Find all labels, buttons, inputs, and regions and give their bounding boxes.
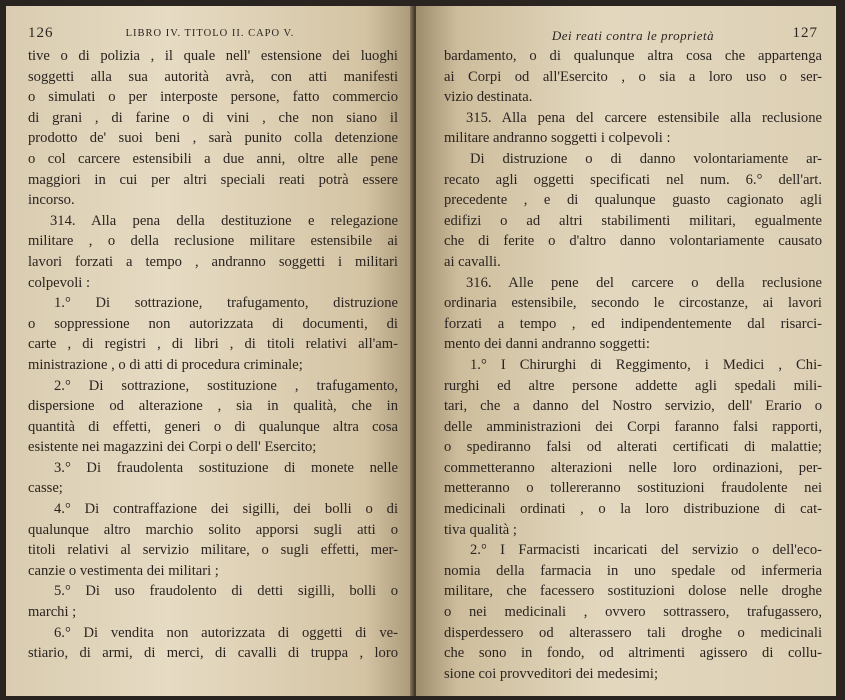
- text-line: ai Corpi od all'Esercito , o sia a loro uso o ser-: [444, 68, 822, 85]
- text-line: dispersione od alterazione , sia in qualità, che in: [28, 398, 398, 415]
- text-line: recato agli oggetti specificati nel num. 6.° dell'art.: [444, 171, 822, 188]
- text-line: metteranno o tollereranno sostituzioni fraudolente nei: [444, 480, 822, 497]
- text-line: 5.° Di uso fraudolento di detti sigilli, bolli o: [54, 583, 398, 600]
- text-line: militare, che facessero sostituzioni dolose nelle droghe: [444, 583, 822, 600]
- text-line: edifizi o ad altri stabilimenti militari, egualmente: [444, 212, 822, 229]
- left-running-head: [6, 25, 414, 41]
- text-line: ai cavalli.: [444, 253, 501, 270]
- left-page: [6, 6, 414, 696]
- text-line: delle amministrazioni dei Corpi faranno falsi rapporti,: [444, 418, 822, 435]
- text-line: o spediranno falsi od alterati certificati di malattie;: [444, 439, 822, 456]
- left-page-number: 126: [28, 25, 54, 41]
- text-line: ordinaria estensibile, secondo le circostanze, ai lavori: [444, 295, 822, 312]
- text-line: militare andranno soggetti i colpevoli :: [444, 130, 671, 147]
- text-line: 4.° Di contraffazione dei sigilli, dei bolli o di: [54, 501, 398, 518]
- text-line: 3.° Di fraudolenta sostituzione di monete nelle: [54, 459, 398, 476]
- text-line: commetteranno alterazioni nelle loro ordinazioni, per-: [444, 459, 822, 476]
- text-line: 316. Alle pene del carcere o della reclusione: [466, 274, 822, 291]
- text-line: quantità di effetti, generi o di qualunque altra cosa: [28, 418, 398, 435]
- text-line: lavori forzati a tempo , andranno soggetti i militari: [28, 253, 398, 270]
- text-line: tive o di polizia , il quale nell' estensione dei luoghi: [28, 48, 398, 64]
- left-running-title: LIBRO IV. TITOLO II. CAPO V.: [125, 28, 295, 39]
- text-line: o soppressione non autorizzata di documenti, di: [28, 315, 398, 332]
- text-line: che di ferite o d'altro danno volontariamente causato: [444, 233, 822, 250]
- text-line: sione coi provveditori dei medesimi;: [444, 665, 658, 682]
- text-line: colpevoli :: [28, 274, 91, 291]
- text-line: medicinali ordinati , o la loro distribuzione di cat-: [444, 501, 822, 518]
- text-line: o simulati o per interposte persone, fatto commercio: [28, 89, 398, 106]
- text-line: maggiori in cui per altri speciali reati potrà essere: [28, 171, 398, 188]
- text-line: di grani , di farine o di vini , che non siano il: [28, 109, 398, 126]
- text-line: carte , di registri , di libri , di titoli relativi all'am-: [28, 336, 398, 353]
- left-page-text: [28, 46, 398, 664]
- text-line: rurghi ed altre persone addette agli spedali mili-: [444, 377, 822, 394]
- text-line: 1.° Di sottrazione, trafugamento, distruzione: [54, 295, 398, 312]
- text-line: casse;: [28, 480, 63, 497]
- text-line: incorso.: [28, 192, 75, 209]
- text-line: qualunque altro marchio solito apporsi sugli atti o: [28, 521, 398, 538]
- text-line: o nei medicinali , ovvero sottrassero, trafugassero,: [444, 604, 822, 621]
- text-line: militare , o della reclusione militare estensibile ai: [28, 233, 398, 250]
- text-line: forzati a tempo , ed indipendentemente dal risarci-: [444, 315, 822, 332]
- right-running-title: Dei reati contra le proprietà: [551, 28, 715, 43]
- right-page-text: [444, 46, 822, 684]
- right-page: [416, 6, 836, 696]
- text-line: esistente nei magazzini dei Corpi o dell' Esercito;: [28, 439, 317, 456]
- text-line: bardamento, o di qualunque altra cosa che appartenga: [444, 48, 822, 64]
- text-line: prodotto de' suoi beni , sarà punito colla detenzione: [28, 130, 398, 147]
- text-line: 2.° I Farmacisti incaricati del servizio o dell'eco-: [470, 542, 822, 559]
- text-line: 315. Alla pena del carcere estensibile alla reclusione: [466, 109, 822, 126]
- text-line: 1.° I Chirurghi di Reggimento, i Medici , Chi-: [470, 356, 822, 373]
- right-page-number: 127: [792, 25, 818, 41]
- text-line: precedente , e di qualunque guasto cagionato agli: [444, 192, 822, 209]
- text-line: titoli relativi al servizio militare, o sugli effetti, mer-: [28, 542, 398, 559]
- text-line: ministrazione , o di atti di procedura criminale;: [28, 356, 303, 373]
- text-line: che sono in fondo, od altrimenti agissero di collu-: [444, 645, 822, 662]
- text-line: marchi ;: [28, 604, 77, 621]
- text-line: stiario, di armi, di merci, di cavalli di truppa , loro: [28, 645, 398, 662]
- text-line: 314. Alla pena della destituzione e relegazione: [50, 212, 398, 229]
- text-line: tari, che a danno del Nostro servizio, dell' Erario o: [444, 398, 822, 415]
- text-line: tiva qualità ;: [444, 521, 517, 538]
- text-line: nomia della farmacia in uno spedale od infermeria: [444, 562, 822, 579]
- text-line: canzie o vestimenta dei militari ;: [28, 562, 219, 579]
- text-line: 6.° Di vendita non autorizzata di oggetti di ve-: [54, 624, 398, 641]
- right-running-head: [416, 25, 836, 44]
- text-line: o col carcere estensibili a due anni, oltre alle pene: [28, 150, 398, 167]
- text-line: 2.° Di sottrazione, sostituzione , trafugamento,: [54, 377, 398, 394]
- text-line: disperdessero od alterassero tali droghe o medicinali: [444, 624, 822, 641]
- text-line: Di distruzione o di danno volontariamente ar-: [470, 150, 822, 167]
- text-line: vizio destinata.: [444, 89, 533, 106]
- text-line: mento dei danni andranno soggetti:: [444, 336, 650, 353]
- text-line: soggetti alla sua autorità avrà, con atti manifesti: [28, 68, 398, 85]
